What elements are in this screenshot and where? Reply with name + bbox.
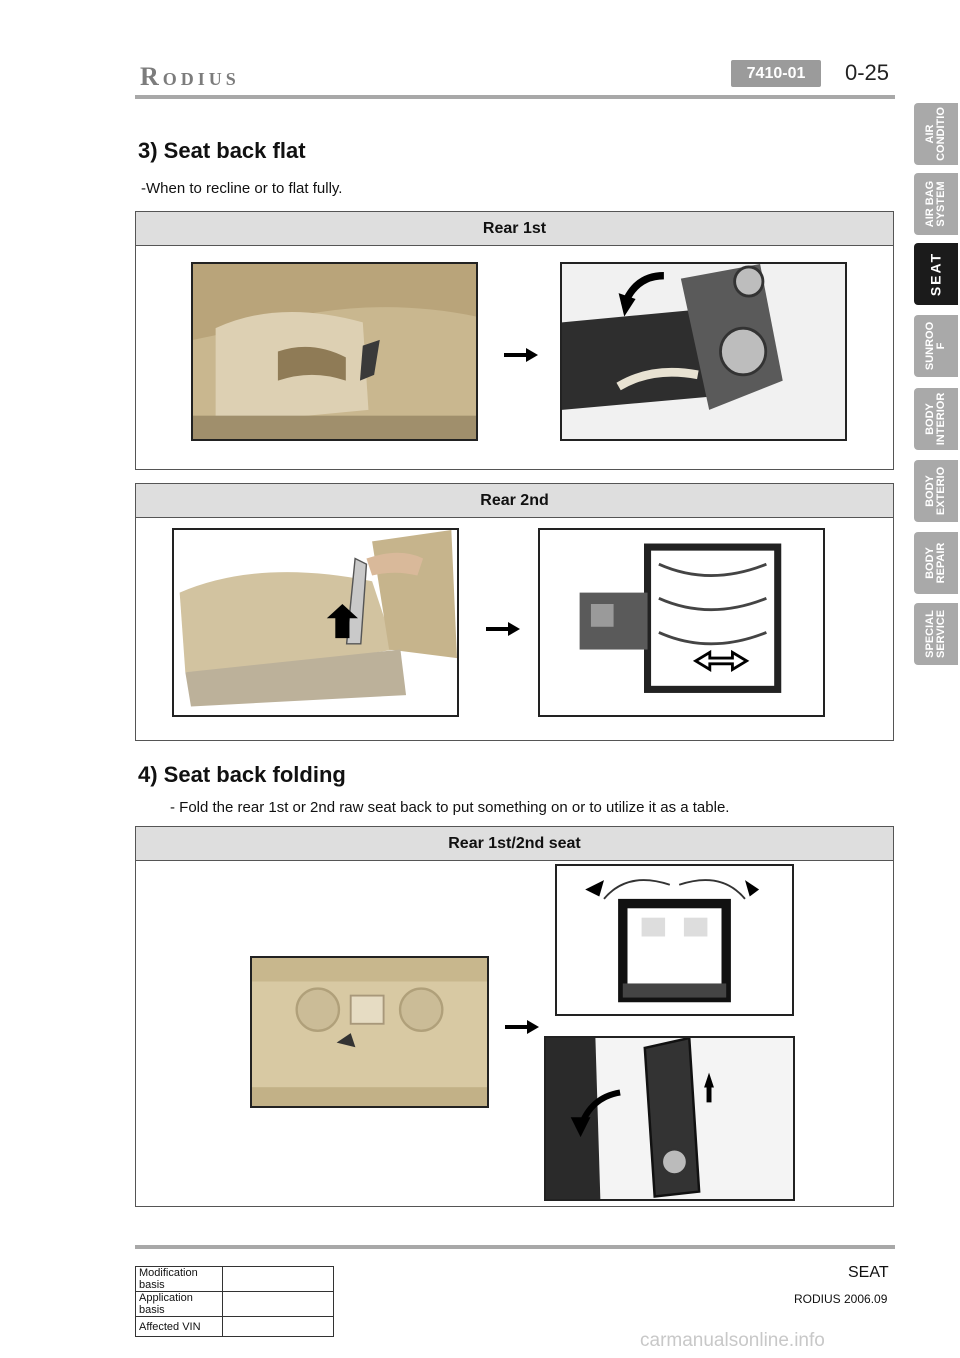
section-3-description: -When to recline or to flat fully. (141, 180, 343, 197)
page-number: 0-25 (845, 60, 890, 85)
tab-body-interior[interactable] (914, 388, 958, 450)
tab-label: BODY REPAIR (924, 542, 947, 584)
panel-rear-1st (135, 211, 894, 470)
tab-air-conditioning[interactable] (914, 103, 958, 165)
seat-frame-recline-photo (560, 262, 847, 441)
tab-special-service[interactable] (914, 603, 958, 665)
watermark: carmanualsonline.info (640, 1330, 825, 1351)
right-arrow-icon (505, 1020, 539, 1034)
seat-frame-flat-photo (538, 528, 825, 717)
right-arrow-icon (504, 348, 538, 362)
row-value (223, 1317, 334, 1337)
row-value (223, 1292, 334, 1317)
tab-body-exterior[interactable] (914, 460, 958, 522)
seat-back-release-photo (250, 956, 489, 1108)
section-3-title: 3) Seat back flat (138, 138, 306, 163)
table-row (136, 1267, 334, 1292)
rodius-logo: Rodius (140, 62, 240, 91)
footer-section-name: SEAT (848, 1264, 889, 1281)
footer-version: RODIUS 2006.09 (794, 1292, 888, 1306)
tab-label: BODY INTERIOR (924, 392, 947, 446)
panel-title: Rear 2nd (136, 484, 893, 518)
seat-back-fold-photo (544, 1036, 795, 1201)
tab-body-repair[interactable] (914, 532, 958, 594)
panel-title: Rear 1st/2nd seat (136, 827, 893, 861)
table-row (136, 1292, 334, 1317)
tab-label: AIR CONDITIO (924, 107, 947, 161)
tab-label: SUNROO F (924, 321, 947, 371)
row-label: Affected VIN (136, 1317, 223, 1337)
row-label: Modification basis (136, 1267, 223, 1292)
footer-divider (135, 1245, 895, 1249)
row-value (223, 1267, 334, 1292)
tab-label: BODY EXTERIO (924, 466, 947, 516)
modification-table (135, 1266, 334, 1337)
section-4-title: 4) Seat back folding (138, 762, 346, 787)
section-4-description: - Fold the rear 1st or 2nd raw seat back to put something on or to utilize it as a table. (170, 799, 730, 816)
tab-label: AIR BAG SYSTEM (924, 180, 947, 228)
panel-rear-2nd (135, 483, 894, 741)
tab-air-bag-system[interactable] (914, 173, 958, 235)
tab-sunroof[interactable] (914, 315, 958, 377)
tab-label: SEAT (927, 251, 944, 297)
panel-title: Rear 1st (136, 212, 893, 246)
seat-back-frame-photo (555, 864, 794, 1016)
seat-lever-photo (191, 262, 478, 441)
header-divider (135, 95, 895, 99)
tab-label: SPECIAL SERVICE (924, 609, 947, 659)
tab-seat[interactable] (914, 243, 958, 305)
seat-strap-pull-photo (172, 528, 459, 717)
section-code-badge: 7410-01 (731, 60, 821, 87)
row-label: Application basis (136, 1292, 223, 1317)
right-arrow-icon (486, 622, 520, 636)
table-row (136, 1317, 334, 1337)
panel-rear-1st-2nd-seat (135, 826, 894, 1207)
